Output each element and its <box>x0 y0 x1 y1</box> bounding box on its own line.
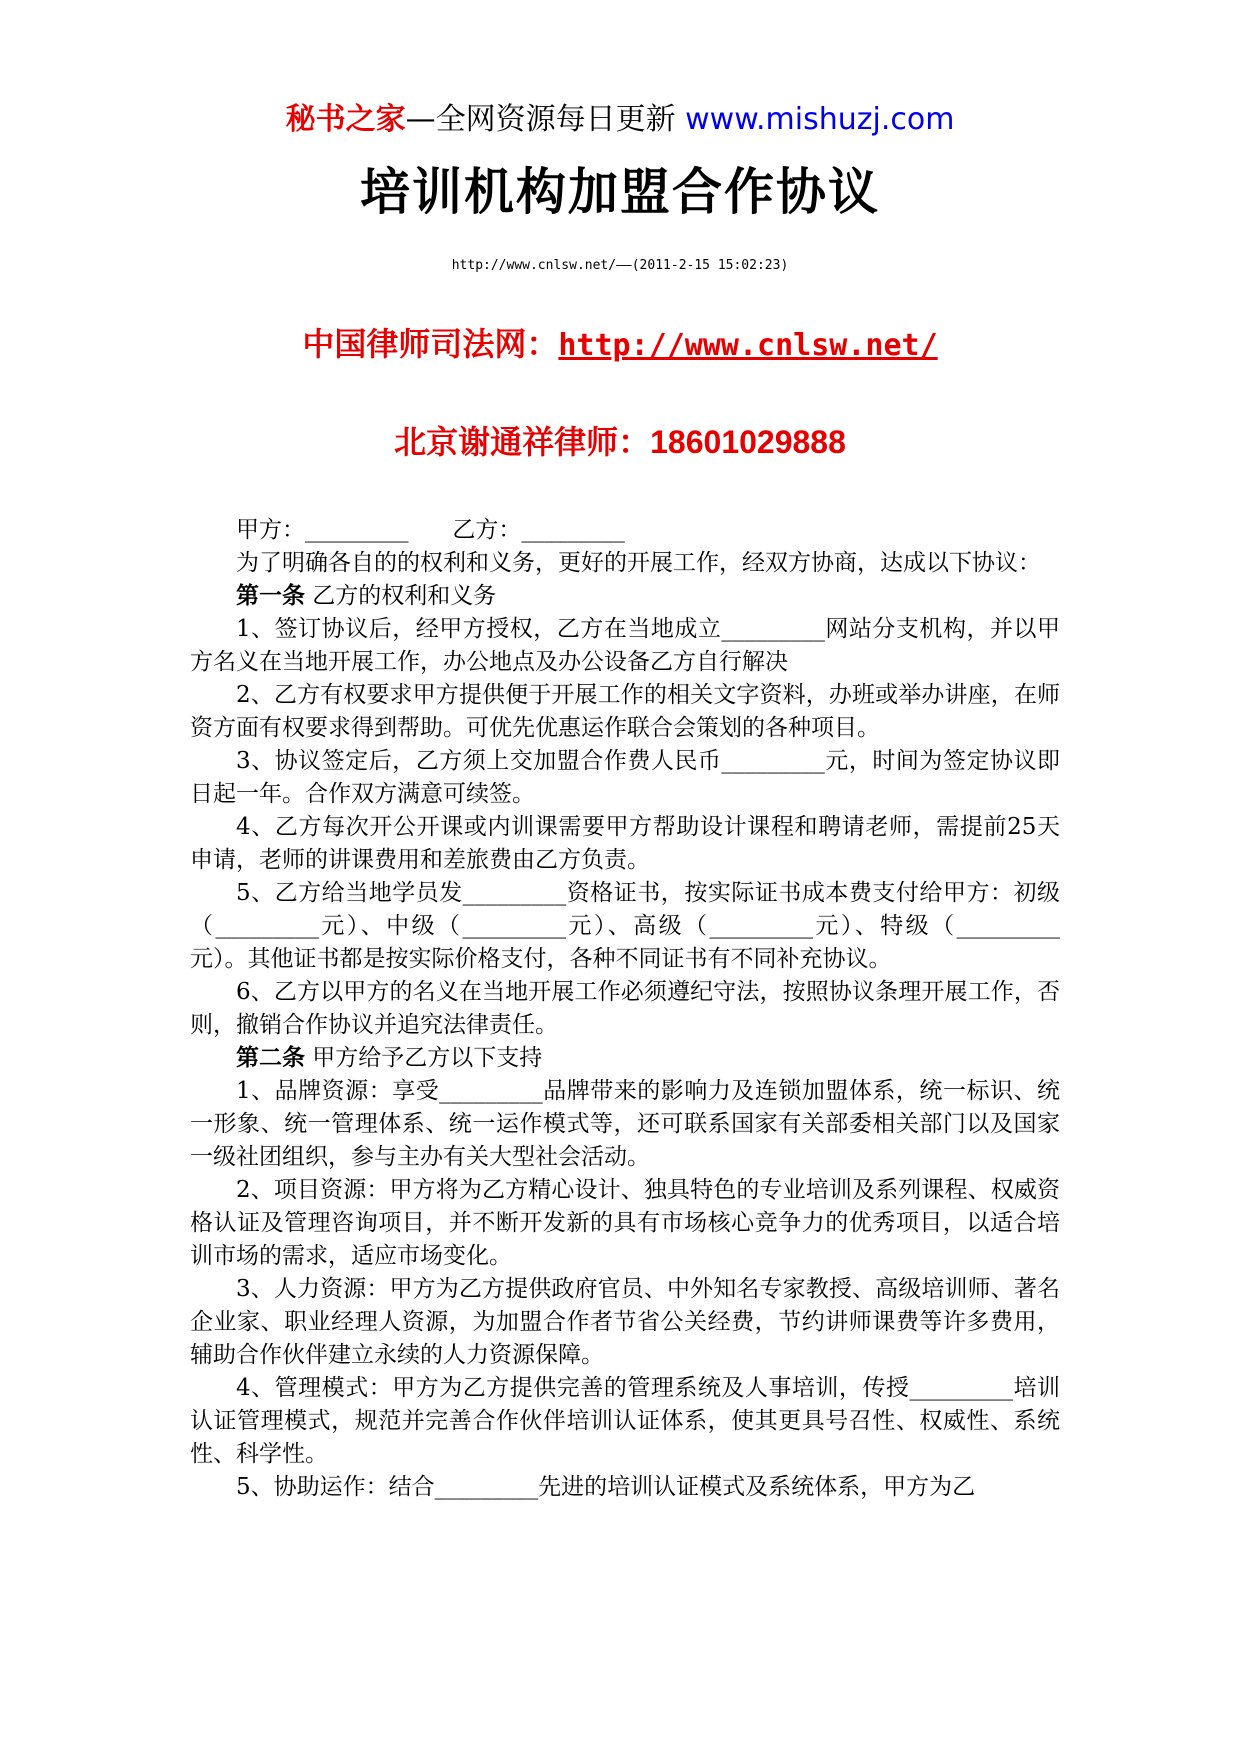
article-2-number: 第二条 <box>236 1045 305 1071</box>
lawyer-line <box>0 420 1240 464</box>
article-2-item: 5、协助运作：结合_________先进的培训认证模式及系统体系，甲方为乙 <box>236 1474 976 1500</box>
article-1-number: 第一条 <box>236 583 305 609</box>
article-2-item: 4、管理模式：甲方为乙方提供完善的管理系统及人事培训，传授_________培训认证管理模式，规范并完善合作伙伴培训认证体系，使其更具号召性、权威性、系统性、科学性。 <box>190 1375 1060 1467</box>
intro-paragraph: 为了明确各自的的权利和义务，更好的开展工作，经双方协商，达成以下协议： <box>236 550 1041 576</box>
site-banner <box>0 100 1240 140</box>
source-line: http://www.cnlsw.net/——(2011-2-15 15:02:23) <box>451 258 789 273</box>
site-line <box>0 322 1240 368</box>
document-title: 培训机构加盟合作协议 <box>360 163 880 221</box>
site-label: 中国律师司法网： <box>302 325 559 363</box>
banner-brand: 秘书之家 <box>285 102 406 137</box>
banner-tagline: —全网资源每日更新 <box>405 102 686 137</box>
lawyer-label: 北京谢通祥律师： <box>394 423 651 461</box>
parties-line: 甲方：_________ 乙方：_________ <box>236 517 625 543</box>
article-1-item: 3、协议签定后，乙方须上交加盟合作费人民币_________元，时间为签定协议即日起一年。合作双方满意可续签。 <box>190 748 1060 807</box>
article-2-item: 3、人力资源：甲方为乙方提供政府官员、中外知名专家教授、高级培训师、著名企业家、职业经理人资源，为加盟合作者节省公关经费，节约讲师课费等许多费用，辅助合作伙伴建立永续的人力资源保障。 <box>190 1276 1060 1368</box>
article-1-title: 乙方的权利和义务 <box>305 583 497 609</box>
lawyer-phone: 18601029888 <box>650 424 846 460</box>
article-1-item: 2、乙方有权要求甲方提供便于开展工作的相关文字资料，办班或举办讲座，在师资方面有权要求得到帮助。可优先优惠运作联合会策划的各种项目。 <box>190 682 1060 741</box>
article-2-item: 2、项目资源：甲方将为乙方精心设计、独具特色的专业培训及系列课程、权威资格认证及管理咨询项目，并不断开发新的具有市场核心竞争力的优秀项目，以适合培训市场的需求，适应市场变化。 <box>190 1177 1060 1269</box>
article-2-title: 甲方给予乙方以下支持 <box>305 1045 543 1071</box>
site-url-link[interactable]: http://www.cnlsw.net/ <box>558 328 938 363</box>
article-1-item: 4、乙方每次开公开课或内训课需要甲方帮助设计课程和聘请老师，需提前25天申请，老师的讲课费用和差旅费由乙方负责。 <box>190 814 1060 873</box>
agreement-body <box>190 514 1060 1504</box>
article-2-item: 1、品牌资源：享受_________品牌带来的影响力及连锁加盟体系，统一标识、统一形象、统一管理体系、统一运作模式等，还可联系国家有关部委相关部门以及国家一级社团组织，参与主办有关大型社会活动。 <box>190 1078 1060 1170</box>
article-1-item: 5、乙方给当地学员发_________资格证书，按实际证书成本费支付给甲方：初级（_________元）、中级（_________元）、高级（_________元）、特级（_________元）。其他证书都是按实际价格支付，各种不同证书有不同补充协议。 <box>190 880 1060 972</box>
article-1-heading <box>190 580 1060 613</box>
article-1-item: 1、签订协议后，经甲方授权，乙方在当地成立_________网站分支机构，并以甲方名义在当地开展工作，办公地点及办公设备乙方自行解决 <box>190 616 1060 675</box>
article-1-item: 6、乙方以甲方的名义在当地开展工作必须遵纪守法，按照协议条理开展工作，否则，撤销合作协议并追究法律责任。 <box>190 979 1060 1038</box>
article-2-heading <box>190 1042 1060 1075</box>
banner-url-link[interactable]: www.mishuzj.com <box>685 102 955 137</box>
